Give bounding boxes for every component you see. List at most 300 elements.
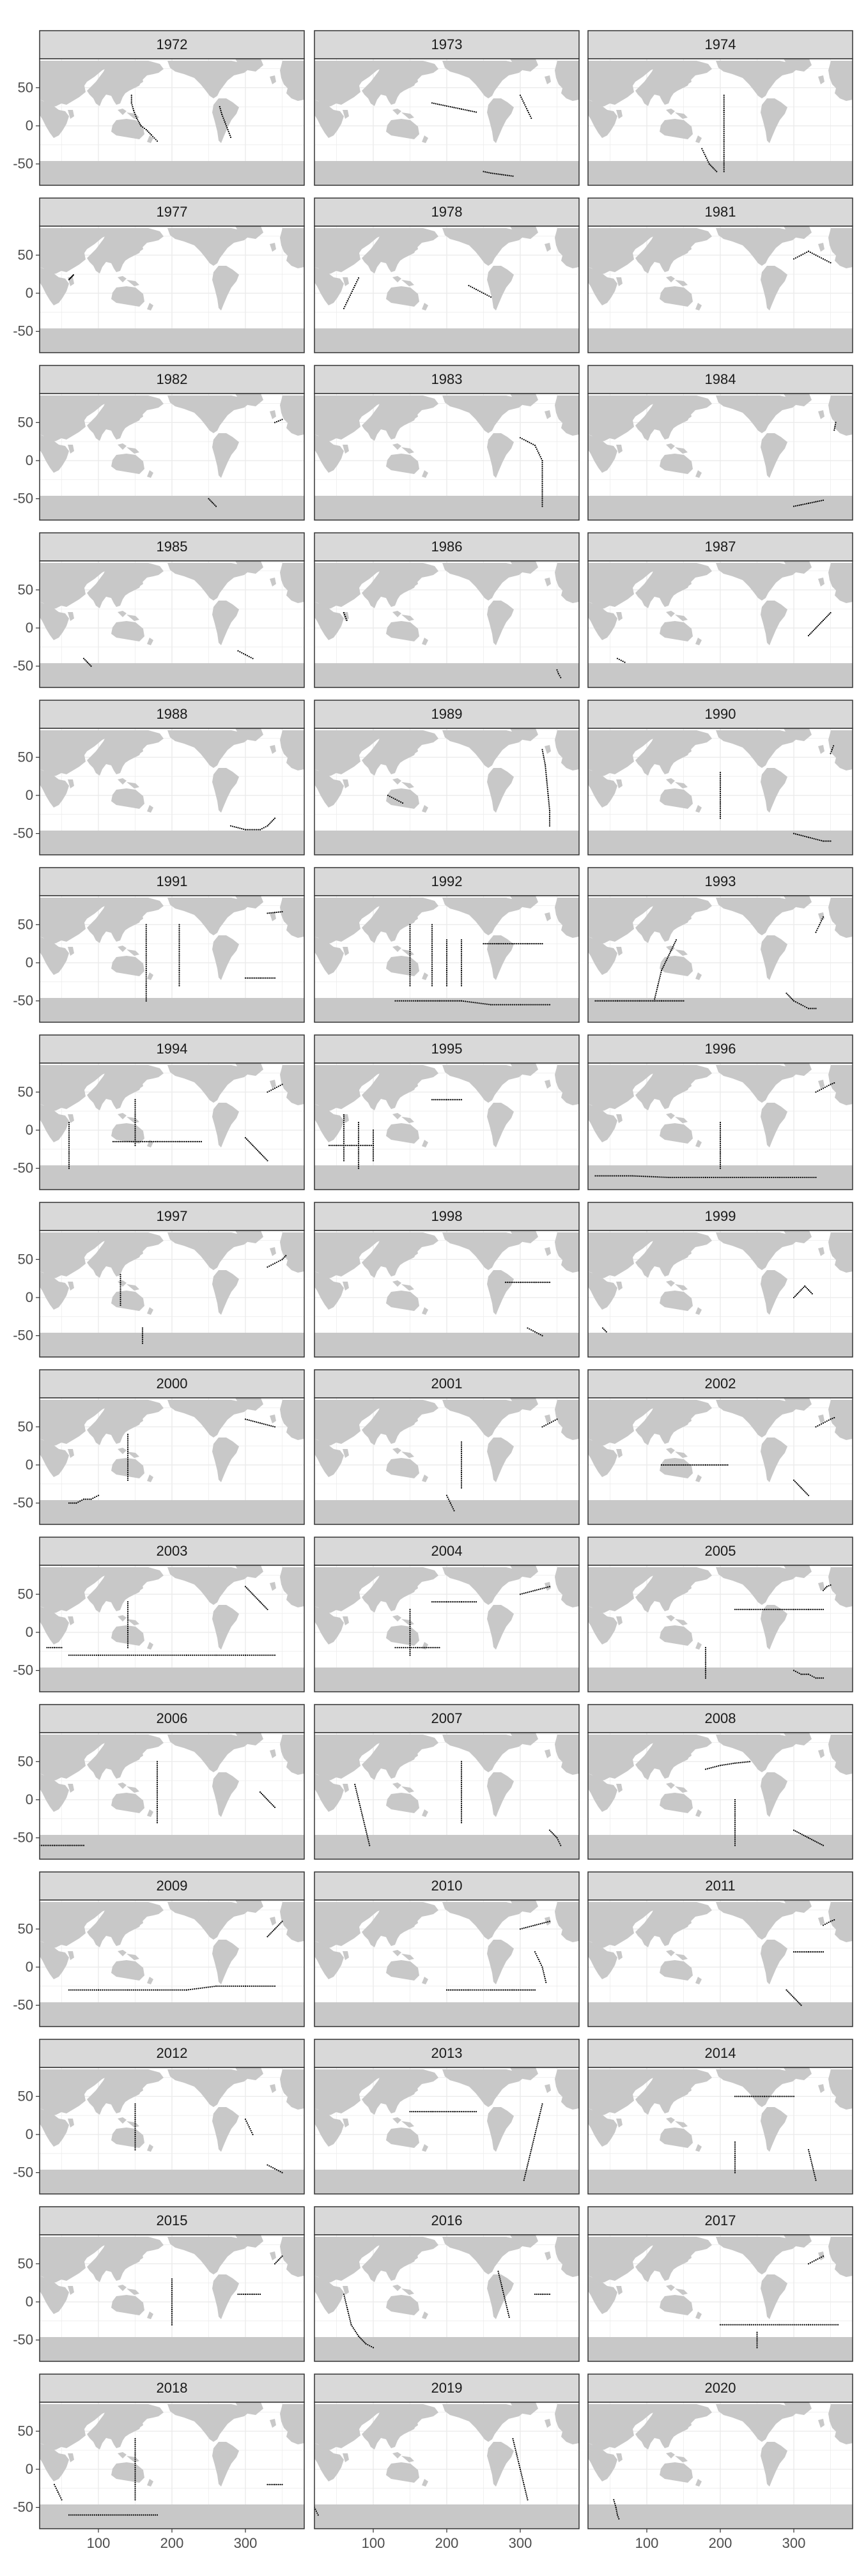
sample-point <box>504 2297 505 2299</box>
sample-point <box>536 943 538 944</box>
sample-point <box>448 1499 449 1500</box>
sample-point <box>720 785 721 786</box>
sample-point <box>486 172 488 173</box>
sample-point <box>467 1001 468 1002</box>
sample-point <box>431 930 433 931</box>
sample-point <box>213 503 214 504</box>
sample-point <box>540 2109 541 2110</box>
sample-point <box>724 160 725 161</box>
sample-point <box>368 1843 369 1844</box>
sample-point <box>461 1460 462 1462</box>
sample-point <box>450 1989 451 1991</box>
sample-point <box>488 943 490 944</box>
sample-point <box>278 1924 279 1926</box>
sample-point <box>263 1605 265 1606</box>
sample-point <box>160 1141 162 1142</box>
sample-point <box>526 108 527 109</box>
sample-point <box>461 1772 462 1774</box>
sample-point <box>428 1000 429 1002</box>
sample-point <box>431 2111 433 2112</box>
sample-point <box>533 2138 534 2139</box>
sample-point <box>656 991 657 992</box>
sample-point <box>50 1844 51 1846</box>
sample-point <box>532 1590 534 1591</box>
sample-point <box>530 1591 532 1592</box>
sample-point <box>820 622 821 624</box>
sample-point <box>724 137 725 138</box>
sample-point <box>461 941 462 942</box>
sample-point <box>147 1989 148 1991</box>
sample-point <box>145 2514 146 2515</box>
panel-title: 2010 <box>431 1878 463 1894</box>
sample-point <box>281 2172 282 2174</box>
sample-point <box>237 1655 238 1656</box>
sample-point <box>146 993 147 994</box>
sample-point <box>274 1986 275 1987</box>
sample-point <box>534 445 536 446</box>
sample-point <box>470 286 471 287</box>
sample-point <box>683 1464 684 1466</box>
map-panel <box>13 1370 304 1524</box>
sample-point <box>358 1122 359 1123</box>
y-tick-label: 0 <box>25 452 33 468</box>
sample-point <box>433 1647 435 1648</box>
sample-point <box>701 148 702 150</box>
sample-point <box>753 1609 754 1610</box>
sample-point <box>724 119 725 121</box>
sample-point <box>745 1609 747 1610</box>
sample-point <box>77 1501 79 1503</box>
sample-point <box>523 943 525 944</box>
sample-point <box>804 1609 805 1610</box>
sample-point <box>129 1141 130 1142</box>
sample-point <box>68 1141 70 1142</box>
sample-point <box>815 254 816 256</box>
sample-point <box>674 1000 675 1002</box>
sample-point <box>155 1655 156 1656</box>
sample-point <box>146 987 147 988</box>
sample-point <box>817 1091 818 1092</box>
panel-plot-area <box>588 1230 853 1357</box>
sample-point <box>139 1655 140 1656</box>
y-tick-label: 0 <box>25 2460 33 2477</box>
sample-point <box>134 1112 135 1114</box>
sample-point <box>741 1609 743 1610</box>
sample-point <box>373 1147 374 1148</box>
map-panel <box>314 365 579 520</box>
sample-point <box>121 1141 123 1142</box>
x-tick-label: 200 <box>435 2535 459 2551</box>
sample-point <box>409 937 410 939</box>
sample-point <box>731 2324 732 2326</box>
sample-point <box>718 1464 719 1466</box>
sample-point <box>247 829 248 831</box>
sample-point <box>46 1647 47 1648</box>
sample-point <box>720 1154 721 1156</box>
sample-point <box>408 1000 410 1002</box>
sample-point <box>265 1159 267 1160</box>
sample-point <box>540 1963 541 1964</box>
sample-point <box>729 2324 731 2326</box>
sample-point <box>138 1141 139 1142</box>
sample-point <box>720 1124 721 1125</box>
sample-point <box>465 2111 466 2112</box>
sample-point <box>452 1506 453 1507</box>
sample-point <box>461 951 462 952</box>
sample-point <box>824 1924 826 1925</box>
sample-point <box>151 1989 152 1991</box>
sample-point <box>409 958 410 960</box>
sample-point <box>254 1596 256 1597</box>
sample-point <box>784 1177 785 1178</box>
sample-point <box>68 1139 70 1140</box>
sample-point <box>157 1799 158 1800</box>
sample-point <box>817 625 819 626</box>
sample-point <box>823 258 824 259</box>
sample-point <box>720 1153 721 1154</box>
sample-point <box>511 943 512 944</box>
sample-point <box>720 1149 721 1150</box>
sample-point <box>533 1004 534 1005</box>
sample-point <box>157 1807 158 1808</box>
sample-point <box>114 1141 116 1142</box>
sample-point <box>278 2484 279 2485</box>
sample-point <box>534 1590 536 1591</box>
sample-point <box>557 671 559 672</box>
sample-point <box>275 1927 277 1928</box>
sample-point <box>788 1177 789 1178</box>
y-tick-label: 0 <box>25 786 33 803</box>
sample-point <box>430 1000 431 1002</box>
sample-point <box>780 1177 782 1178</box>
sample-point <box>527 2166 528 2168</box>
sample-point <box>527 2499 528 2501</box>
sample-point <box>518 943 519 944</box>
sample-point <box>694 1464 695 1466</box>
sample-point <box>695 1177 697 1178</box>
sample-point <box>541 1965 542 1966</box>
sample-point <box>178 1655 180 1656</box>
sample-point <box>615 2507 617 2508</box>
sample-point <box>369 1844 370 1846</box>
sample-point <box>775 1177 776 1178</box>
sample-point <box>804 252 805 254</box>
sample-point <box>343 1130 344 1131</box>
sample-point <box>777 1177 778 1178</box>
y-tick-label: -50 <box>13 2331 33 2348</box>
map-panel <box>13 198 304 353</box>
sample-point <box>663 1464 664 1466</box>
sample-point <box>791 1609 793 1610</box>
map-panel <box>588 700 853 855</box>
sample-point <box>631 1175 633 1176</box>
sample-point <box>411 2111 412 2112</box>
sample-point <box>544 760 545 762</box>
sample-point <box>501 174 502 175</box>
sample-point <box>823 1087 824 1089</box>
sample-point <box>608 1175 610 1176</box>
sample-point <box>541 943 543 944</box>
sample-point <box>800 504 801 505</box>
panel-plot-area <box>588 728 853 855</box>
sample-point <box>68 1137 70 1138</box>
sample-point <box>263 1655 264 1656</box>
sample-point <box>720 1126 721 1127</box>
sample-point <box>549 812 550 813</box>
sample-point <box>120 1287 121 1289</box>
panel-title: 1987 <box>704 539 736 555</box>
sample-point <box>251 1986 252 1987</box>
sample-point <box>268 2165 270 2166</box>
sample-point <box>797 256 798 257</box>
y-tick-label: -50 <box>13 490 33 507</box>
sample-point <box>268 977 270 979</box>
y-tick-label: 50 <box>17 79 33 96</box>
sample-point <box>245 977 246 979</box>
sample-point <box>343 1147 344 1148</box>
sample-point <box>523 1989 525 1991</box>
sample-point <box>540 1588 541 1590</box>
sample-point <box>48 1844 49 1846</box>
sample-point <box>343 612 344 613</box>
sample-point <box>245 1137 246 1138</box>
sample-point <box>426 1000 427 1002</box>
sample-point <box>515 2450 516 2451</box>
sample-point <box>709 1177 710 1178</box>
sample-point <box>178 983 180 985</box>
sample-point <box>120 1285 121 1287</box>
map-panel <box>13 31 304 185</box>
map-panel <box>588 1537 853 1692</box>
sample-point <box>257 1598 258 1600</box>
sample-point <box>239 2294 240 2295</box>
sample-point <box>559 1843 561 1844</box>
sample-point <box>755 1177 757 1178</box>
sample-point <box>68 1122 70 1123</box>
sample-point <box>146 956 147 958</box>
sample-point <box>504 2296 505 2297</box>
panel-title: 1993 <box>704 873 736 889</box>
sample-point <box>171 2324 173 2326</box>
sample-point <box>61 2499 62 2501</box>
sample-point <box>247 1588 249 1590</box>
sample-point <box>146 947 147 948</box>
sample-point <box>509 943 510 944</box>
sample-point <box>672 946 674 947</box>
sample-point <box>541 494 543 496</box>
sample-point <box>823 1422 824 1423</box>
sample-point <box>514 2446 515 2447</box>
sample-point <box>256 1422 257 1423</box>
sample-point <box>276 2484 277 2485</box>
sample-point <box>470 1989 472 1991</box>
sample-point <box>523 439 525 440</box>
sample-point <box>146 943 147 944</box>
sample-point <box>819 624 820 625</box>
sample-point <box>278 1085 279 1087</box>
sample-point <box>134 2149 135 2150</box>
sample-point <box>461 1447 462 1448</box>
sample-point <box>280 420 281 421</box>
sample-point <box>251 2130 252 2131</box>
sample-point <box>705 1677 706 1678</box>
sample-point <box>431 928 433 929</box>
sample-point <box>777 1609 778 1610</box>
sample-point <box>764 2096 765 2097</box>
sample-point <box>446 970 447 971</box>
sample-point <box>720 1135 721 1137</box>
sample-point <box>546 776 547 777</box>
sample-point <box>265 1986 266 1987</box>
sample-point <box>540 1282 541 1283</box>
sample-point <box>507 2311 508 2312</box>
sample-point <box>734 1836 736 1837</box>
sample-point <box>134 2472 135 2474</box>
sample-point <box>522 100 523 102</box>
sample-point <box>536 1332 538 1333</box>
sample-point <box>810 837 811 838</box>
sample-point <box>824 259 826 261</box>
sample-point <box>254 1421 255 1422</box>
sample-point <box>419 1000 420 1002</box>
panel-plot-area <box>314 728 579 855</box>
sample-point <box>621 660 622 661</box>
sample-point <box>734 2142 736 2143</box>
sample-point <box>344 616 346 617</box>
sample-point <box>68 1166 70 1167</box>
sample-point <box>409 930 410 931</box>
sample-point <box>785 1989 787 1991</box>
sample-point <box>263 827 265 829</box>
sample-point <box>409 1634 410 1635</box>
sample-point <box>247 1986 248 1987</box>
sample-point <box>656 989 658 990</box>
sample-point <box>619 1000 620 1002</box>
sample-point <box>756 2347 757 2348</box>
sample-point <box>716 1177 718 1178</box>
sample-point <box>230 825 231 827</box>
sample-point <box>549 822 550 823</box>
y-tick-label: -50 <box>13 155 33 172</box>
sample-point <box>409 928 410 929</box>
sample-point <box>540 456 541 457</box>
sample-point <box>215 1986 217 1987</box>
sample-point <box>712 167 713 168</box>
panel-title: 2011 <box>705 1878 736 1894</box>
sample-point <box>134 1116 135 1117</box>
sample-point <box>720 1156 721 1158</box>
sample-point <box>724 1764 725 1765</box>
sample-point <box>707 160 708 161</box>
sample-point <box>134 1120 135 1121</box>
sample-point <box>538 1924 539 1925</box>
sample-point <box>747 1761 748 1763</box>
sample-point <box>59 1844 61 1846</box>
sample-point <box>734 2159 736 2160</box>
sample-point <box>532 1330 534 1331</box>
sample-point <box>553 1420 554 1422</box>
sample-point <box>394 1000 396 1002</box>
sample-point <box>461 974 462 975</box>
sample-point <box>102 1989 103 1991</box>
sample-point <box>256 1597 257 1598</box>
sample-point <box>663 1000 664 1002</box>
sample-point <box>146 964 147 965</box>
sample-point <box>809 1177 810 1178</box>
sample-point <box>725 1464 727 1466</box>
sample-point <box>734 1803 736 1804</box>
sample-point <box>249 2294 250 2295</box>
sample-point <box>525 2494 527 2495</box>
sample-point <box>810 252 811 253</box>
sample-point <box>68 1503 70 1504</box>
sample-point <box>435 1099 437 1100</box>
sample-point <box>68 1164 70 1165</box>
sample-point <box>92 1498 93 1499</box>
sample-point <box>775 1609 776 1610</box>
sample-point <box>532 2143 533 2145</box>
sample-point <box>536 1282 538 1283</box>
sample-point <box>534 2136 535 2137</box>
sample-point <box>419 2111 420 2112</box>
sample-point <box>660 976 661 977</box>
sample-point <box>355 283 357 284</box>
y-tick-label: 50 <box>17 749 33 765</box>
sample-point <box>734 2168 736 2170</box>
sample-point <box>536 2294 538 2295</box>
sample-point <box>812 1675 813 1676</box>
sample-point <box>720 812 721 813</box>
sample-point <box>274 1928 275 1929</box>
sample-point <box>659 977 660 979</box>
sample-point <box>499 2276 500 2278</box>
sample-point <box>628 1175 629 1176</box>
sample-point <box>201 1141 202 1142</box>
sample-point <box>825 1587 826 1588</box>
sample-point <box>270 1932 272 1933</box>
sample-point <box>606 1331 607 1333</box>
sample-point <box>448 1989 449 1991</box>
sample-point <box>88 1655 89 1656</box>
sample-point <box>134 2107 135 2108</box>
sample-point <box>157 1813 158 1814</box>
sample-point <box>123 1655 125 1656</box>
sample-point <box>529 442 530 443</box>
sample-point <box>226 125 227 126</box>
sample-point <box>816 930 817 931</box>
sample-point <box>504 2299 506 2301</box>
sample-point <box>720 772 721 773</box>
sample-point <box>72 2514 74 2515</box>
sample-point <box>146 974 147 975</box>
sample-point <box>68 1147 70 1148</box>
sample-point <box>802 1609 803 1610</box>
sample-point <box>362 1145 363 1146</box>
panel-plot-area <box>40 1398 304 1524</box>
sample-point <box>465 109 466 111</box>
sample-point <box>556 1837 557 1839</box>
sample-point <box>419 1647 420 1648</box>
sample-point <box>530 2153 531 2154</box>
sample-point <box>541 485 543 486</box>
sample-point <box>734 2163 736 2164</box>
sample-point <box>409 1620 410 1621</box>
sample-point <box>724 144 725 146</box>
sample-point <box>808 1289 809 1291</box>
sample-point <box>159 1141 160 1142</box>
sample-point <box>85 1499 86 1500</box>
sample-point <box>105 1989 107 1991</box>
